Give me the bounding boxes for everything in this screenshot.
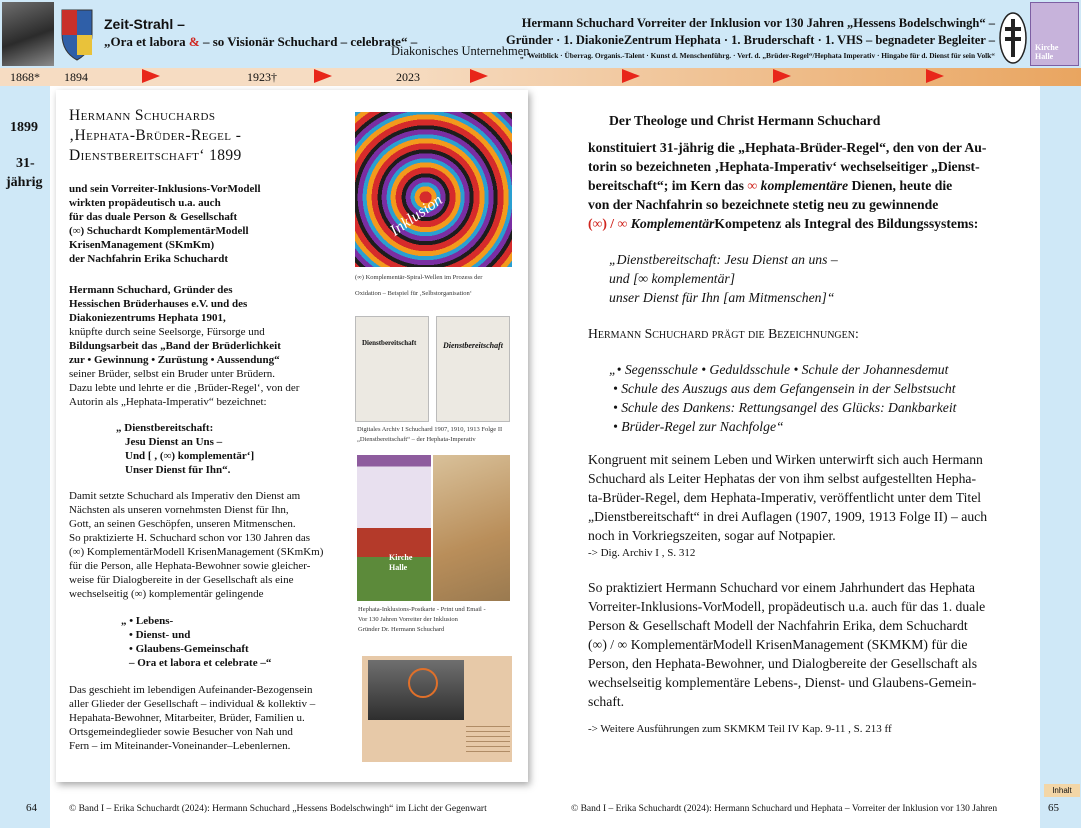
book-cover-image: Dienstbereitschaft [436,316,510,422]
side-year: 1899 [10,120,38,135]
timeline-gradient [395,68,1081,86]
spiral-waves-image: Inklusion [355,112,512,267]
historic-group-photo [362,656,512,762]
left-quote1-line: Jesu Dienst an Uns – [125,436,223,448]
right-list-item: • Brüder-Regel zur Nachfolge“ [613,419,784,434]
left-quote2-line: – Ora et labora et celebrate –“ [129,657,272,669]
right-p2: Hermann Schuchard prägt die Bezeichnungen: [588,326,859,341]
right-list-item: • Schule des Auszugs aus dem Gefangensein in der Selbstsucht [613,381,956,396]
left-p1-line: knüpfte durch seine Seelsorge, Fürsorge und [69,326,265,338]
left-sub-line: (∞) Schuchardt KomplementärModell [69,225,249,237]
header-right-line1: Hermann Schuchard Vorreiter der Inklusion vor 130 Jahren „Hessens Bodelschwingh“ – [521,16,995,30]
left-sidebar [0,86,50,828]
postcard-image: Kirche Halle [357,455,431,601]
right-p3-line: Schuchard als Leiter Hephatas der von ihm selbst aufgestellten Hepha- [588,471,977,486]
right-p1-line: bereitschaft“; im Kern das ∞ komplementäre Dienen, heute die [588,178,953,193]
left-p3-line: aller Glieder der Gesellschaft – individual & kollektiv – [69,698,316,710]
header-diakonie: Diakonisches Unternehmen [391,44,530,58]
image-caption: „Dienstbereitschaft“ – der Hephata-Imperativ [357,436,476,443]
header-right-line2: Gründer · 1. DiakonieZentrum Hephata · 1. Bruderschaft · 1. VHS – begnadeter Begleiter – [505,33,995,47]
right-sidebar [1040,86,1081,828]
left-p3-line: Fern – im Miteinander-Voneinander–Lebenlernen. [69,740,291,752]
right-reference: -> Dig. Archiv I , S. 312 [588,547,696,559]
header-right-line3: „· Weitblick · Überrag. Organis.-Talent · Kunst d. Menschenführg. · Verf. d. „Brüder-Regel“/Hephata Imperativ · Hingabe für d. Dienst für sein Volk“ [520,51,995,60]
cross-logo-icon [999,12,1027,64]
left-p1-line: Diakoniezentrums Hephata 1901, [69,312,226,324]
right-p1-line: (∞) / ∞ KomplementärKompetenz als Integral des Bildungssystems: [588,216,979,231]
right-p3-line: ta-Brüder-Regel, dem Hephata-Imperativ, veröffentlicht unter dem Titel [588,490,982,505]
left-p1-line: Hermann Schuchard, Gründer des [69,284,233,296]
left-p2-line: weise für Dialogbereite in der Gesellschaft als eine [69,574,294,586]
left-p1-line: seiner Brüder, selbst ein Bruder unter Brüdern. [69,368,276,380]
timeline-year: 2023 [396,70,420,84]
left-p2-line: für die Person, alle Hephata-Bewohner sowie gleicher- [69,560,311,572]
left-sub-line: wirkten propädeutisch u.a. auch [69,197,221,209]
left-quote1-line: Und [ , (∞) komplementär‘] [125,450,255,462]
timeline-arrow-icon [773,69,791,83]
right-quote-line: unser Dienst für Ihn [am Mitmenschen]“ [609,290,835,305]
image-caption: Oxidation – Beispiel für ‚Selbstorganisation‘ [355,290,472,297]
timeline-year: 1894 [64,70,88,84]
left-quote2-line: „ • Lebens- [121,615,174,627]
right-p1-line: torin so bezeichneten ‚Hephata-Imperativ‘ wechselseitiger „Dienst- [588,159,980,174]
right-p4-line: wechselseitig komplementäre Lebens-, Dienst- und Glaubens-Gemein- [588,675,977,690]
postcard-back-image [433,455,510,601]
left-p2-line: Damit setzte Schuchard als Imperativ den Dienst am [69,490,301,502]
left-p2-line: (∞) KomplementärModell KrisenManagement (SKmKm) [69,546,324,558]
left-p2-line: Nächsten als unseren vornehmsten Dienst für Ihn, [69,504,289,516]
handwritten-note [466,722,510,756]
right-p4-line: schaft. [588,694,625,709]
left-p1-line: zur • Gewinnung • Zurüstung • Aussendung“ [69,354,280,366]
book-cover-image: Dienstbereitschaft [355,316,429,422]
timeline-arrow-icon [142,69,160,83]
coat-of-arms-icon [58,4,96,64]
left-quote1-line: „ Dienstbereitschaft: [116,422,214,434]
portrait-photo [2,2,54,66]
left-quote1-line: Unser Dienst für Ihn“. [125,464,231,476]
image-caption: Digitales Archiv I Schuchard 1907, 1910, 1913 Folge II [357,426,503,433]
left-quote2-line: • Dienst- und [129,629,191,641]
right-p3-line: Kongruent mit seinem Leben und Wirken unterwirft sich auch Hermann [588,452,983,467]
right-p4-line: (∞) / ∞ KomplementärModell KrisenManagement (SKMKM) für die [588,637,968,652]
right-p4-line: Person & Gesellschaft Modell der Nachfahrin Erika, dem Schuchardt [588,618,968,633]
left-sub-line: KrisenManagement (SKmKm) [69,239,215,251]
left-p2-line: wechselseitig (∞) komplementär gelingende [69,588,264,600]
left-sub-line: der Nachfahrin Erika Schuchardt [69,253,229,265]
right-reference: -> Weitere Ausführungen zum SKMKM Teil IV Kap. 9-11 , S. 213 ff [588,723,892,735]
left-sub-line: und sein Vorreiter-Inklusions-VorModell [69,183,261,195]
left-p1-line: Dazu lebte und lehrte er die ‚Brüder-Regel‘, von der [69,382,300,394]
image-caption: Hephata-Inklusions-Postkarte - Print und Email - [358,606,486,613]
left-p1-line: Hessischen Brüderhauses e.V. und des [69,298,248,310]
header-motto: „Ora et labora & – so Visionär Schuchard – celebrate“ – [104,34,418,49]
left-quote2-line: • Glaubens-Gemeinschaft [129,643,249,655]
right-quote-line: „Dienstbereitschaft: Jesu Dienst an uns – [609,252,838,267]
flyer-thumbnail: Kirche Halle [1030,2,1079,66]
right-p3-line: „Dienstbereitschaft“ in drei Auflagen (1907, 1909, 1913 Folge II) – auch [588,509,988,524]
right-heading: Der Theologe und Christ Hermann Schuchard [609,113,881,128]
right-list-item: „• Segensschule • Geduldsschule • Schule der Johannesdemut [609,362,949,377]
page-number-left: 64 [26,802,37,814]
image-caption: Gründer Dr. Hermann Schuchard [358,626,445,633]
left-p3-line: Hepahata-Bewohner, Mitarbeiter, Brüder, Familien u. [69,712,305,724]
side-age-word: jährig [6,175,43,190]
contents-link[interactable]: Inhalt [1044,784,1080,797]
left-title: Hermann Schuchards ‚Hephata-Brüder-Regel - Dienstbereitschaft‘ 1899 [69,107,242,164]
footer-credit-right: © Band I – Erika Schuchardt (2024): Hermann Schuchard und Hephata – Vorreiter der Inklusion vor 130 Jahren [571,804,998,814]
right-p1-line: konstituiert 31-jährig die „Hephata-Brüder-Regel“, den von der Au- [588,140,987,155]
image-caption: (∞) Komplementär-Spiral-Wellen im Prozess der [355,274,483,281]
right-p4-line: Vorreiter-Inklusions-VorModell, propädeutisch u.a. auch für das 1. duale [588,599,986,614]
left-p2-line: Gott, an seinen Geschöpfen, unseren Mitmenschen. [69,518,296,530]
highlight-ring-icon [408,668,438,698]
footer-credit-left: © Band I – Erika Schuchardt (2024): Hermann Schuchard „Hessens Bodelschwingh“ im Licht der Gegenwart [69,804,487,814]
image-caption: Vor 130 Jahren Vorreiter der Inklusion [358,616,458,623]
timeline-year: 1923† [247,70,277,84]
timeline-year: 1868* [10,70,40,84]
timeline-arrow-icon [314,69,332,83]
page-number-right: 65 [1048,802,1059,814]
right-p4-line: Person, den Hephata-Bewohner, und Dialogbereite der Gesellschaft als [588,656,978,671]
right-list-item: • Schule des Dankens: Rettungsangel des Glücks: Dankbarkeit [613,400,957,415]
right-p1-line: von der Nachfahrin so bezeichnete stetig neu zu gewinnende [588,197,939,212]
side-age: 31- [16,156,35,171]
left-p1-line: Autorin als „Hephata-Imperativ“ bezeichnet: [69,396,267,408]
timeline-arrow-icon [470,69,488,83]
left-p3-line: Das geschieht im lebendigen Aufeinander-Bezogensein [69,684,313,696]
right-quote-line: und [∞ komplementär] [609,271,736,286]
left-p3-line: Ortsgemeindeglieder sowie Besucher von Nah und [69,726,293,738]
timeline-arrow-icon [622,69,640,83]
timeline-arrow-icon [926,69,944,83]
left-p1-line: Bildungsarbeit das „Band der Brüderlichkeit [69,340,281,352]
header-title: Zeit-Strahl – [104,16,185,32]
left-sub-line: für das duale Person & Gesellschaft [69,211,238,223]
right-p3-line: noch in Vorkriegszeiten, sogar auf Notpapier. [588,528,836,543]
left-p2-line: So praktizierte H. Schuchard schon vor 130 Jahren das [69,532,311,544]
right-p4-line: So praktiziert Hermann Schuchard vor einem Jahrhundert das Hephata [588,580,975,595]
